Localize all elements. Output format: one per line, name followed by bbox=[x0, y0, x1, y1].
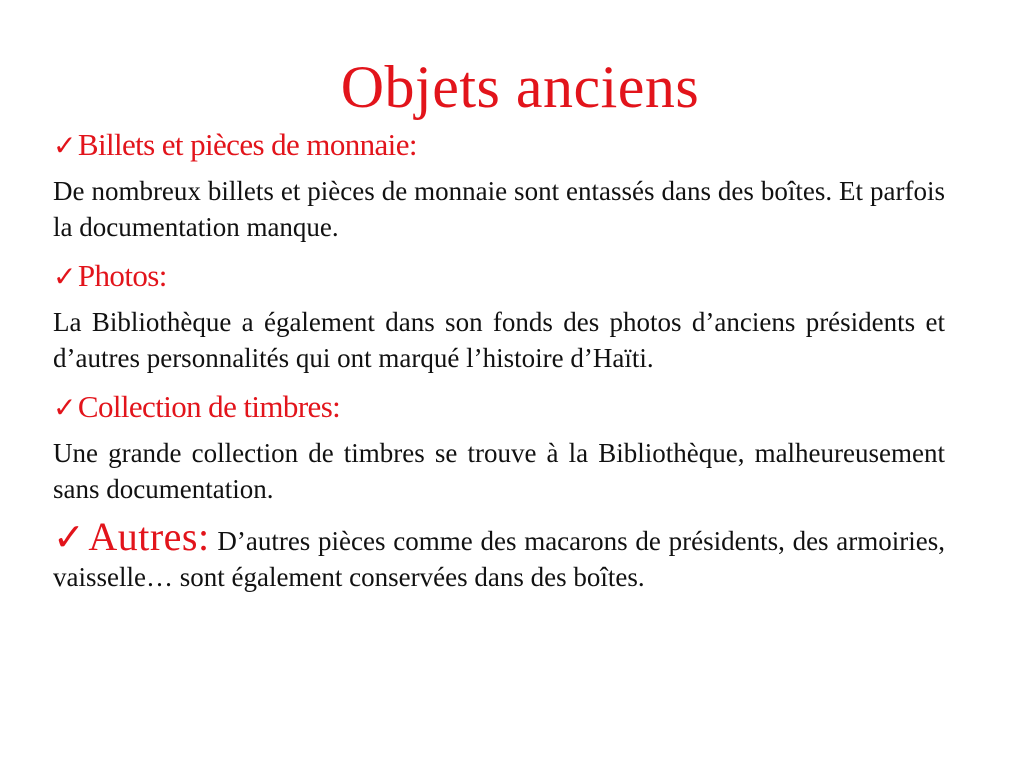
section-heading-photos bbox=[53, 257, 945, 296]
checkmark-icon: ✓ bbox=[53, 515, 87, 559]
section-heading-autres bbox=[53, 514, 210, 559]
checkmark-icon: ✓ bbox=[53, 260, 76, 293]
checkmark-icon: ✓ bbox=[53, 391, 76, 424]
section-heading-billets bbox=[53, 126, 945, 165]
section-heading-label: Photos: bbox=[77, 258, 167, 293]
section-heading-label: Autres: bbox=[88, 514, 210, 559]
section-heading-timbres bbox=[53, 388, 945, 427]
section-autres bbox=[53, 514, 946, 595]
section-body-photos bbox=[53, 304, 945, 376]
slide-content bbox=[53, 126, 945, 595]
body-first-letter: L bbox=[53, 307, 70, 337]
section-heading-label: Billets et pièces de monnaie: bbox=[77, 127, 417, 162]
section-body-billets: De nombreux billets et pièces de monnaie sont entassés dans des boîtes. Et parfois la documentation manque. bbox=[53, 176, 945, 242]
section-body-autres: D’autres pièces comme des macarons de présidents, des armoiries, vaisselle… sont également conservées dans des boîtes. bbox=[53, 526, 946, 592]
section-heading-label: Collection de timbres: bbox=[77, 389, 341, 424]
body-rest: a Bibliothèque a également dans son fonds des photos d’anciens présidents et d’autres personnalités qui ont marqué l’histoire d’Haïti. bbox=[53, 307, 945, 373]
slide-title: Objets anciens bbox=[340, 54, 700, 120]
section-body-timbres: Une grande collection de timbres se trouve à la Bibliothèque, malheureusement sans documentation. bbox=[53, 438, 945, 504]
checkmark-icon: ✓ bbox=[53, 129, 76, 162]
